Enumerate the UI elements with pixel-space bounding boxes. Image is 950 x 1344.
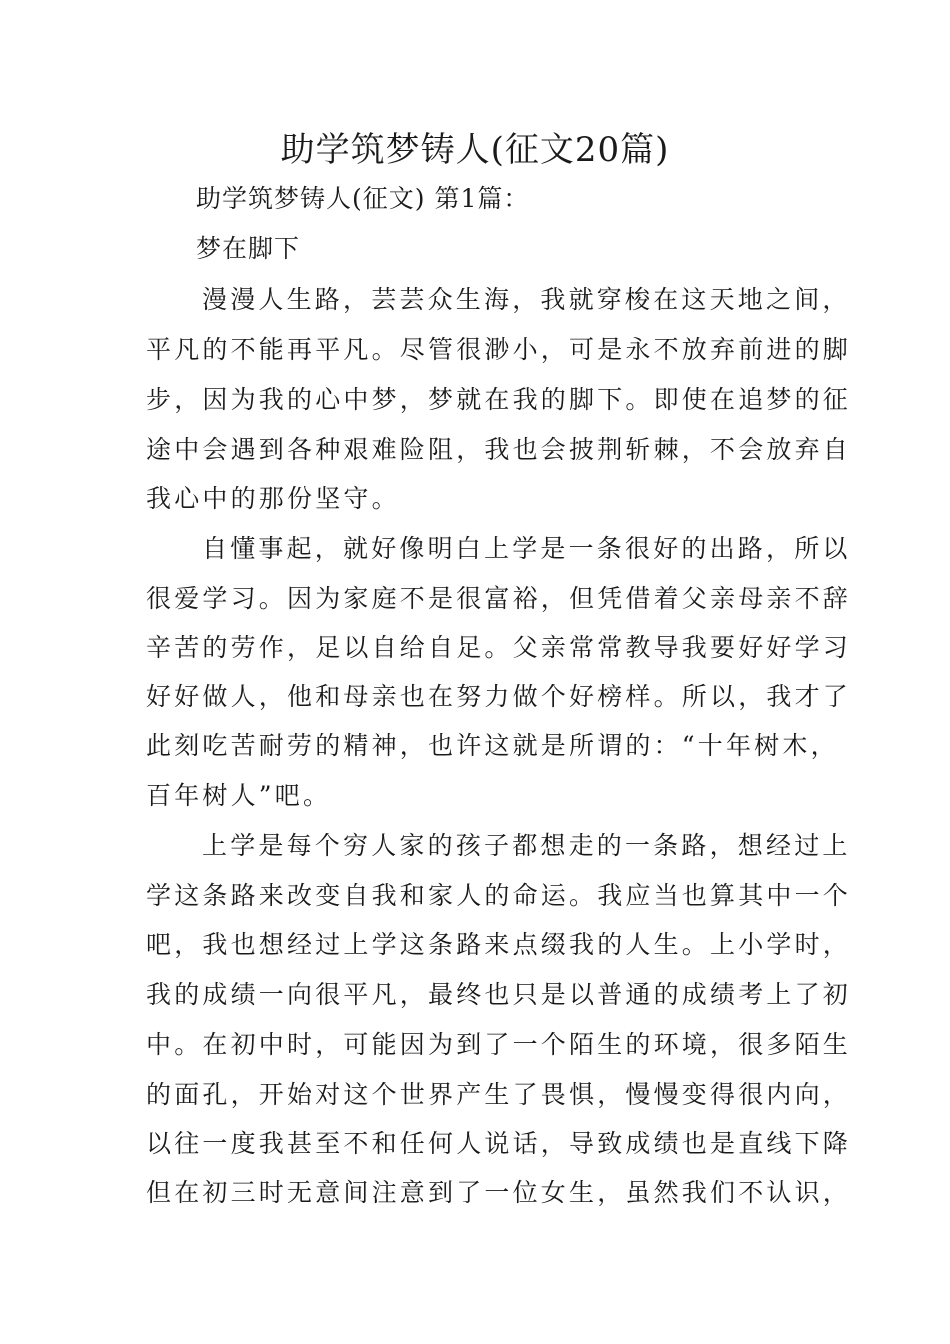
paragraph-line: 上学是每个穷人家的孩子都想走的一条路，想经过上 xyxy=(202,831,851,860)
paragraph-line: 好好做人，他和母亲也在努力做个好榜样。所以，我才了 xyxy=(146,682,852,711)
paragraph-line: 中。在初中时，可能因为到了一个陌生的环境，很多陌生 xyxy=(146,1030,852,1059)
paragraph-line: 辛苦的劳作，足以自给自足。父亲常常教导我要好好学习 xyxy=(146,633,852,662)
paragraph-line: 漫漫人生路，芸芸众生海，我就穿梭在这天地之间， xyxy=(202,285,851,314)
paragraph-line: 以往一度我甚至不和任何人说话，导致成绩也是直线下降 xyxy=(146,1129,852,1158)
paragraph-line: 步，因为我的心中梦，梦就在我的脚下。即使在追梦的征 xyxy=(146,385,852,414)
paragraph-line: 但在初三时无意间注意到了一位女生，虽然我们不认识， xyxy=(146,1178,852,1207)
paragraph-line: 的面孔，开始对这个世界产生了畏惧，慢慢变得很内向， xyxy=(146,1080,852,1109)
section-heading: 助学筑梦铸人(征文) 第1篇： xyxy=(196,184,530,213)
paragraph-line: 很爱学习。因为家庭不是很富裕，但凭借着父亲母亲不辞 xyxy=(146,584,852,613)
paragraph-line: 百年树人”吧。 xyxy=(146,781,332,810)
paragraph-line: 自懂事起，就好像明白上学是一条很好的出路，所以 xyxy=(202,534,851,563)
paragraph-line: 我心中的那份坚守。 xyxy=(146,484,400,513)
paragraph-line: 我的成绩一向很平凡，最终也只是以普通的成绩考上了初 xyxy=(146,980,852,1009)
document-title: 助学筑梦铸人(征文20篇) xyxy=(280,130,670,170)
paragraph-line: 吧，我也想经过上学这条路来点缀我的人生。上小学时， xyxy=(146,930,852,959)
paragraph-line: 途中会遇到各种艰难险阻，我也会披荆斩棘，不会放弃自 xyxy=(146,435,852,464)
essay-title: 梦在脚下 xyxy=(196,234,301,263)
paragraph-line: 平凡的不能再平凡。尽管很渺小，可是永不放弃前进的脚 xyxy=(146,335,852,364)
paragraph-line: 学这条路来改变自我和家人的命运。我应当也算其中一个 xyxy=(146,881,852,910)
paragraph-line: 此刻吃苦耐劳的精神，也许这就是所谓的：“十年树木， xyxy=(146,731,839,760)
